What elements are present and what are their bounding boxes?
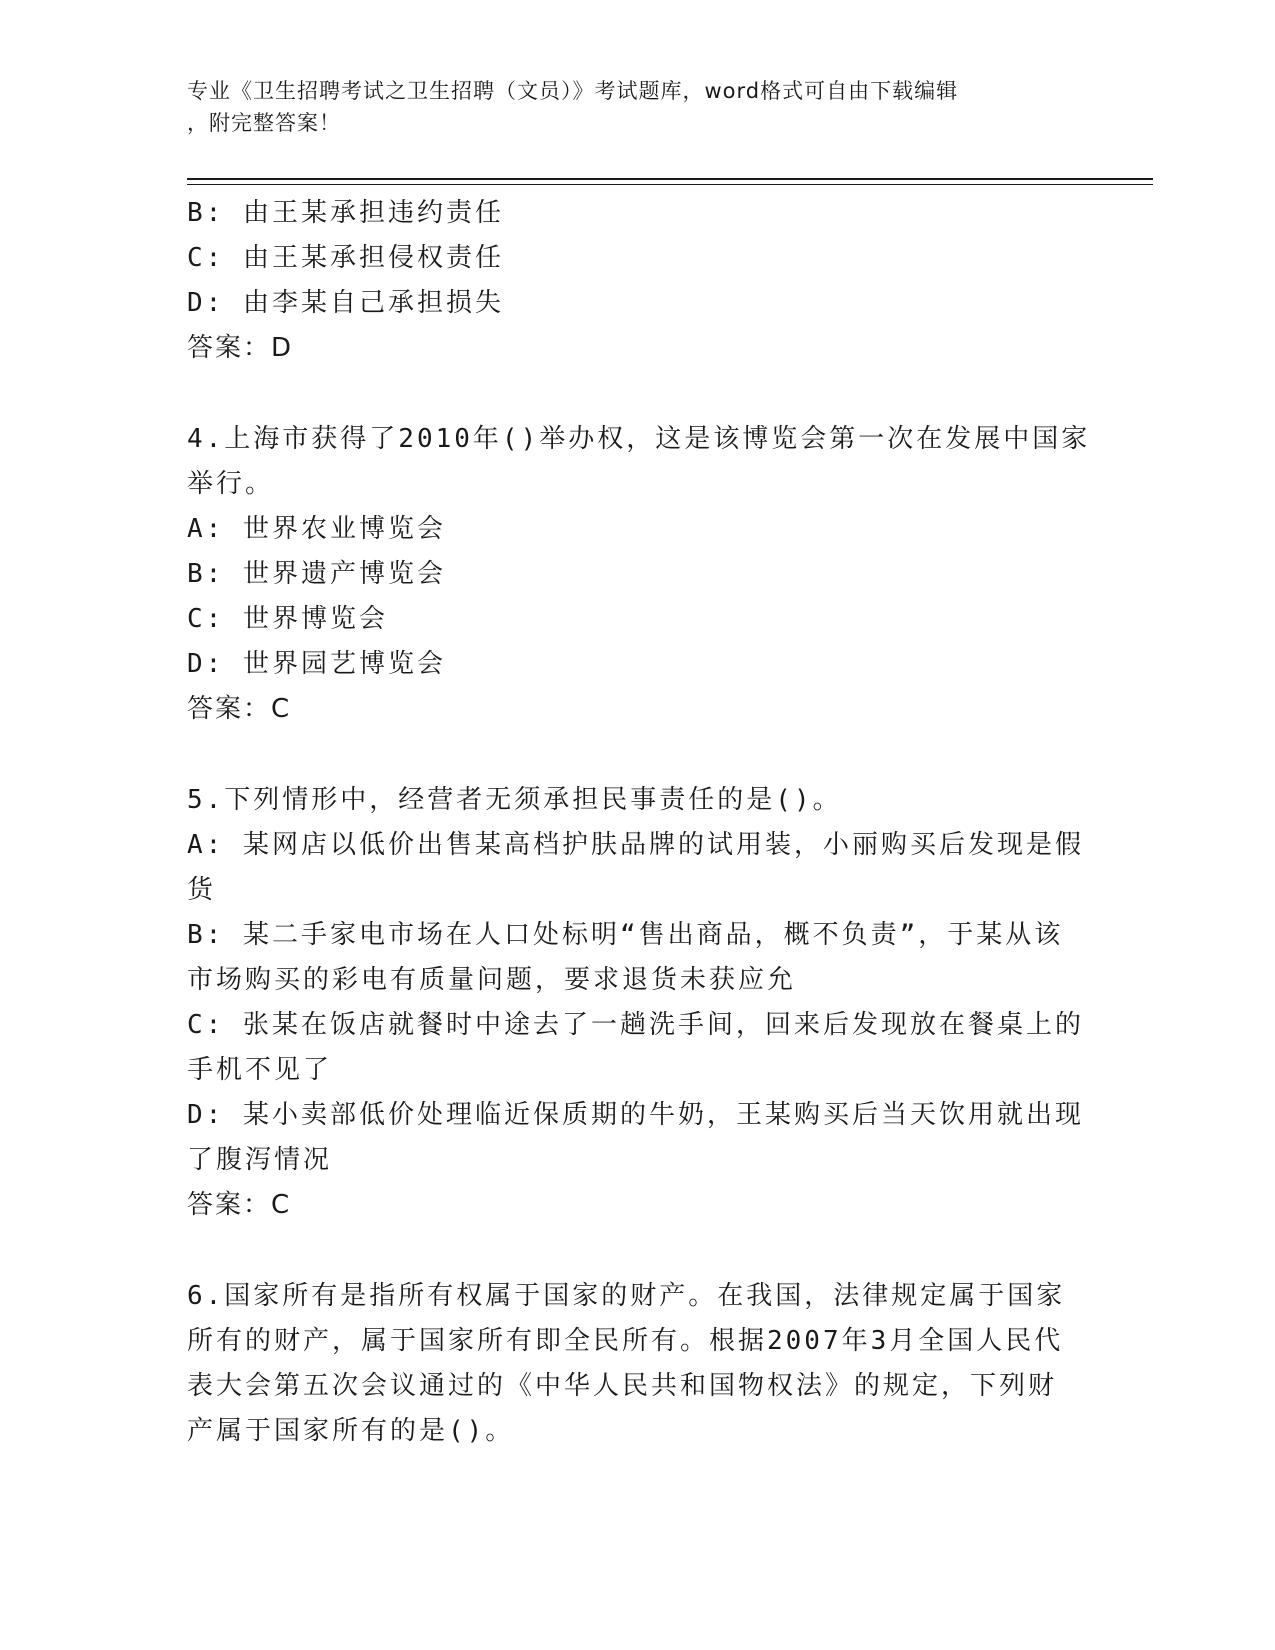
question-5-block xyxy=(187,778,1084,1228)
spacer xyxy=(187,1228,1067,1274)
q3-option-b: B: 由王某承担违约责任 xyxy=(187,198,504,228)
q4-answer: 答案：C xyxy=(187,694,292,724)
question-4-block xyxy=(187,417,1091,732)
question-content xyxy=(187,191,1091,1454)
q3-answer: 答案：D xyxy=(187,333,294,363)
q5-option-a-line-2: 货 xyxy=(187,875,217,905)
q5-option-b-line-2: 市场购买的彩电有质量问题，要求退货未获应允 xyxy=(187,965,797,995)
q5-option-a-line-1: A: 某网店以低价出售某高档护肤品牌的试用装，小丽购买后发现是假 xyxy=(187,830,1084,860)
header-rule-thin xyxy=(187,184,1153,185)
q3-option-d: D: 由李某自己承担损失 xyxy=(187,288,504,318)
spacer xyxy=(187,732,1067,778)
q5-option-c-line-1: C: 张某在饭店就餐时中途去了一趟洗手间，回来后发现放在餐桌上的 xyxy=(187,1010,1084,1040)
header-rule-thick xyxy=(187,178,1153,180)
q5-answer: 答案：C xyxy=(187,1190,292,1220)
q5-option-d-line-1: D: 某小卖部低价处理临近保质期的牛奶，王某购买后当天饮用就出现 xyxy=(187,1100,1084,1130)
q6-stem-line-3: 表大会第五次会议通过的《中华人民共和国物权法》的规定，下列财 xyxy=(187,1371,1058,1401)
spacer xyxy=(187,371,1067,417)
q4-stem-line-1: 4.上海市获得了2010年()举办权，这是该博览会第一次在发展中国家 xyxy=(187,424,1091,454)
q4-option-a: A: 世界农业博览会 xyxy=(187,514,446,544)
question-6-block xyxy=(187,1274,1067,1454)
q4-stem-line-2: 举行。 xyxy=(187,469,275,499)
q5-option-b-line-1: B: 某二手家电市场在人口处标明“售出商品，概不负责”，于某从该 xyxy=(187,920,1064,950)
q4-option-d: D: 世界园艺博览会 xyxy=(187,649,446,679)
q6-stem-line-1: 6.国家所有是指所有权属于国家的财产。在我国，法律规定属于国家 xyxy=(187,1281,1066,1311)
header-line-2: ，附完整答案！ xyxy=(187,111,341,135)
q3-option-c: C: 由王某承担侵权责任 xyxy=(187,243,504,273)
header-line-1: 专业《卫生招聘考试之卫生招聘（文员）》考试题库，word格式可自由下载编辑 xyxy=(187,79,959,103)
document-header xyxy=(187,75,1087,139)
q5-stem-line-1: 5.下列情形中，经营者无须承担民事责任的是()。 xyxy=(187,785,842,815)
q6-stem-line-4: 产属于国家所有的是()。 xyxy=(187,1416,515,1446)
q4-option-c: C: 世界博览会 xyxy=(187,604,388,634)
q5-option-c-line-2: 手机不见了 xyxy=(187,1055,333,1085)
question-3-block xyxy=(187,191,1067,371)
q6-stem-line-2: 所有的财产，属于国家所有即全民所有。根据2007年3月全国人民代 xyxy=(187,1326,1064,1356)
q4-option-b: B: 世界遗产博览会 xyxy=(187,559,446,589)
q5-option-d-line-2: 了腹泻情况 xyxy=(187,1145,333,1175)
